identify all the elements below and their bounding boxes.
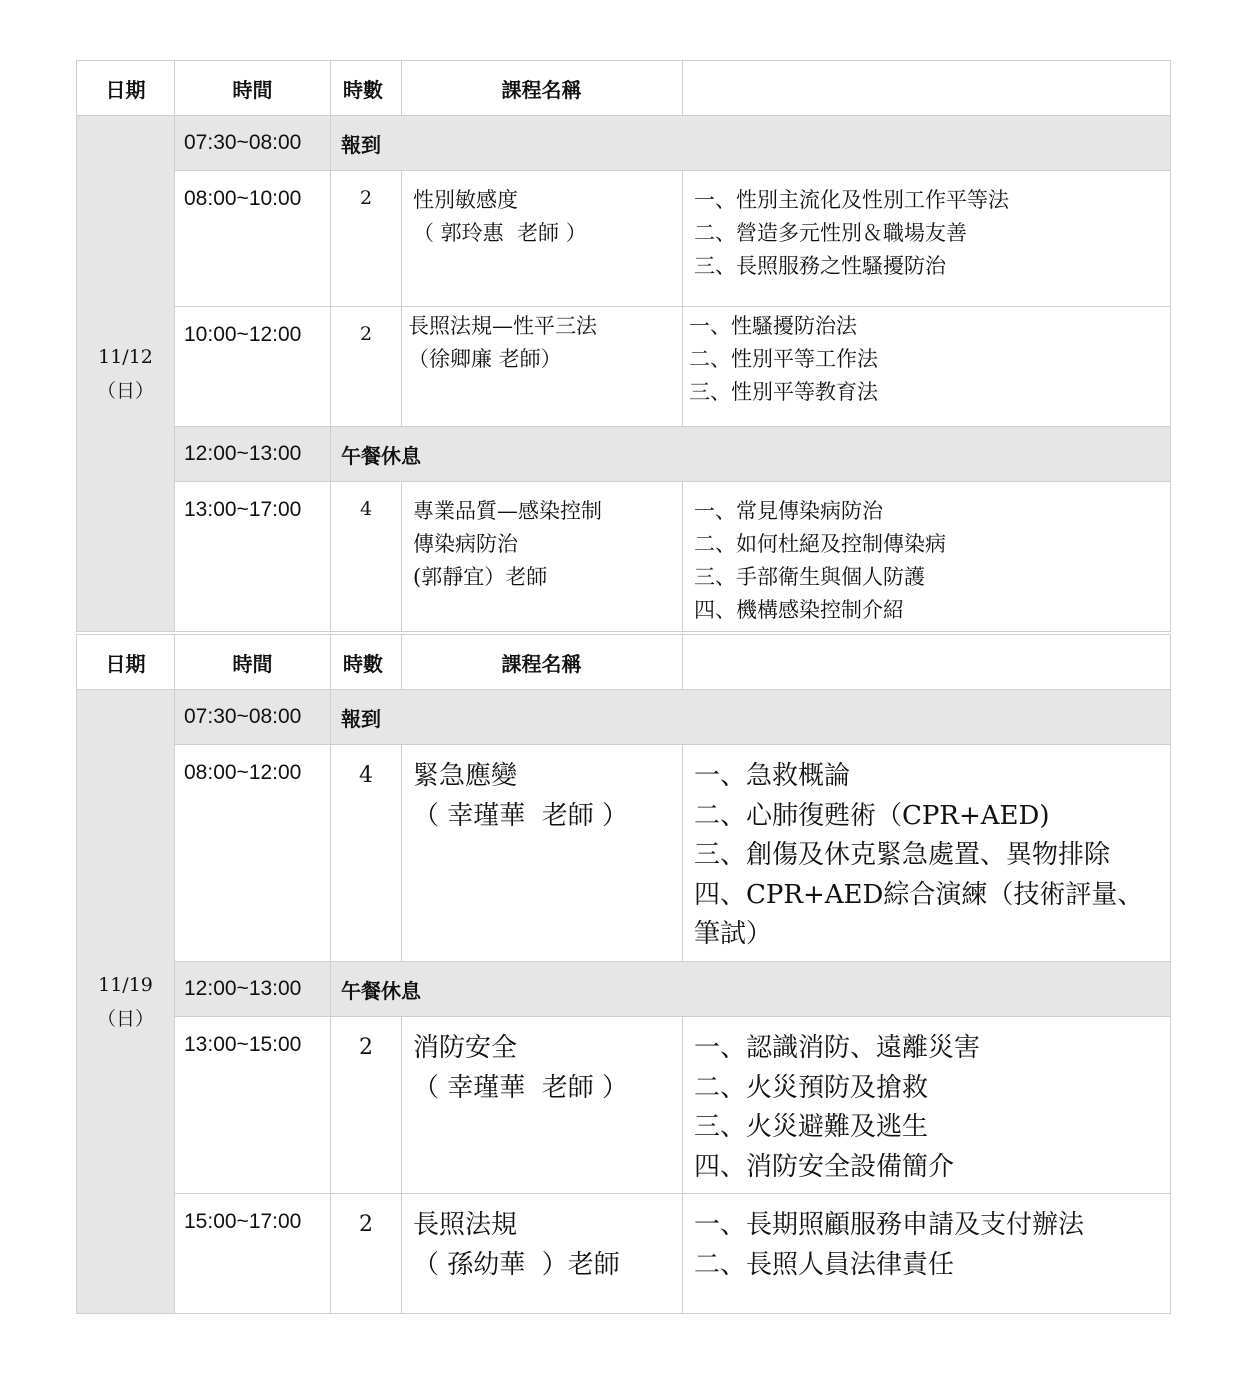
table-row: [77, 1017, 1171, 1194]
content-item: 一、性別主流化及性別工作平等法: [694, 188, 1009, 212]
date-cell: [77, 690, 175, 1314]
time-cell: 12:00~13:00: [175, 427, 331, 482]
course-content-cell: [683, 745, 1171, 962]
header-row: [77, 635, 1171, 690]
time-cell: 08:00~10:00: [175, 171, 331, 307]
table-row: [77, 745, 1171, 962]
schedule-table-day-1: [76, 60, 1171, 632]
header-hours: 時數: [331, 635, 402, 690]
table-row: [77, 482, 1171, 632]
course-name-cell: [402, 1194, 683, 1314]
checkin-label: 報到: [331, 690, 1171, 745]
weekday-text: （日）: [96, 1007, 154, 1030]
header-content: [683, 61, 1171, 116]
time-cell: 07:30~08:00: [175, 690, 331, 745]
course-content-cell: [683, 1017, 1171, 1194]
hours-cell: 4: [331, 745, 402, 962]
course-teacher: （徐卿廉 老師）: [408, 347, 562, 371]
content-item: 二、心肺復甦術（CPR+AED): [694, 800, 1050, 831]
date-cell: [77, 116, 175, 632]
content-item: 四、消防安全設備簡介: [694, 1151, 955, 1182]
time-cell: 12:00~13:00: [175, 962, 331, 1017]
course-title: 長照法規—性平三法: [408, 314, 597, 338]
time-cell: 07:30~08:00: [175, 116, 331, 171]
course-title: 性別敏感度: [413, 188, 518, 212]
header-course-name: 課程名稱: [402, 635, 683, 690]
course-title: 消防安全: [413, 1033, 518, 1063]
table-row: [77, 307, 1171, 427]
table-row: [77, 116, 1171, 171]
hours-cell: 4: [331, 482, 402, 632]
header-time: 時間: [175, 61, 331, 116]
time-cell: 13:00~17:00: [175, 482, 331, 632]
hours-cell: 2: [331, 1017, 402, 1194]
time-cell: 13:00~15:00: [175, 1017, 331, 1194]
course-name-cell: [402, 482, 683, 632]
header-date: 日期: [77, 61, 175, 116]
schedule-table-day-2: [76, 634, 1171, 1314]
course-content-cell: [683, 307, 1171, 427]
content-item: 三、創傷及休克緊急處置、異物排除: [694, 840, 1111, 870]
content-item: 三、火災避難及逃生: [694, 1112, 929, 1142]
table-row: [77, 1194, 1171, 1314]
table-row: [77, 962, 1171, 1017]
content-item: 三、長照服務之性騷擾防治: [694, 254, 946, 278]
content-item: 二、長照人員法律責任: [694, 1249, 955, 1280]
course-title: 專業品質—感染控制: [413, 499, 602, 523]
time-cell: 15:00~17:00: [175, 1194, 331, 1314]
course-name-cell: [402, 745, 683, 962]
date-text: 11/12: [98, 345, 153, 368]
content-item: 四、CPR+AED綜合演練（技術評量、筆試）: [694, 879, 1144, 949]
weekday-text: （日）: [96, 379, 154, 402]
course-name-cell: [402, 171, 683, 307]
time-cell: 10:00~12:00: [175, 307, 331, 427]
content-item: 一、急救概論: [694, 761, 851, 791]
content-item: 二、營造多元性別＆職場友善: [694, 221, 967, 245]
content-item: 四、機構感染控制介紹: [694, 598, 904, 622]
course-name-cell: [402, 1017, 683, 1194]
course-title: 緊急應變: [413, 761, 518, 791]
lunch-break-label: 午餐休息: [331, 427, 1171, 482]
content-item: 一、長期照顧服務申請及支付辦法: [694, 1210, 1085, 1240]
content-item: 二、如何杜絕及控制傳染病: [694, 532, 946, 556]
header-course-name: 課程名稱: [402, 61, 683, 116]
table-row: [77, 427, 1171, 482]
course-subtitle: 傳染病防治: [413, 532, 518, 556]
table-row: [77, 171, 1171, 307]
lunch-break-label: 午餐休息: [331, 962, 1171, 1017]
course-content-cell: [683, 171, 1171, 307]
content-item: 一、性騷擾防治法: [689, 314, 857, 338]
course-teacher: （ 幸瑾華 老師 ）: [413, 1072, 629, 1103]
header-content: [683, 635, 1171, 690]
checkin-label: 報到: [331, 116, 1171, 171]
hours-cell: 2: [331, 1194, 402, 1314]
content-item: 二、火災預防及搶救: [694, 1072, 929, 1103]
table-row: [77, 690, 1171, 745]
date-text: 11/19: [98, 973, 153, 996]
course-content-cell: [683, 1194, 1171, 1314]
hours-cell: 2: [331, 171, 402, 307]
course-teacher: （ 幸瑾華 老師 ）: [413, 800, 629, 831]
header-date: 日期: [77, 635, 175, 690]
content-item: 一、常見傳染病防治: [694, 499, 883, 523]
course-title: 長照法規: [413, 1210, 518, 1240]
content-item: 三、性別平等教育法: [689, 380, 878, 404]
course-content-cell: [683, 482, 1171, 632]
hours-cell: 2: [331, 307, 402, 427]
content-item: 二、性別平等工作法: [689, 347, 878, 371]
content-item: 一、認識消防、遠離災害: [694, 1033, 981, 1063]
header-time: 時間: [175, 635, 331, 690]
course-name-cell: [402, 307, 683, 427]
time-cell: 08:00~12:00: [175, 745, 331, 962]
course-teacher: （ 孫幼華 ）老師: [413, 1249, 620, 1280]
content-item: 三、手部衛生與個人防護: [694, 565, 925, 589]
course-teacher: （ 郭玲惠 老師 ）: [413, 221, 587, 245]
header-hours: 時數: [331, 61, 402, 116]
header-row: [77, 61, 1171, 116]
course-teacher: (郭靜宜）老師: [413, 565, 548, 589]
